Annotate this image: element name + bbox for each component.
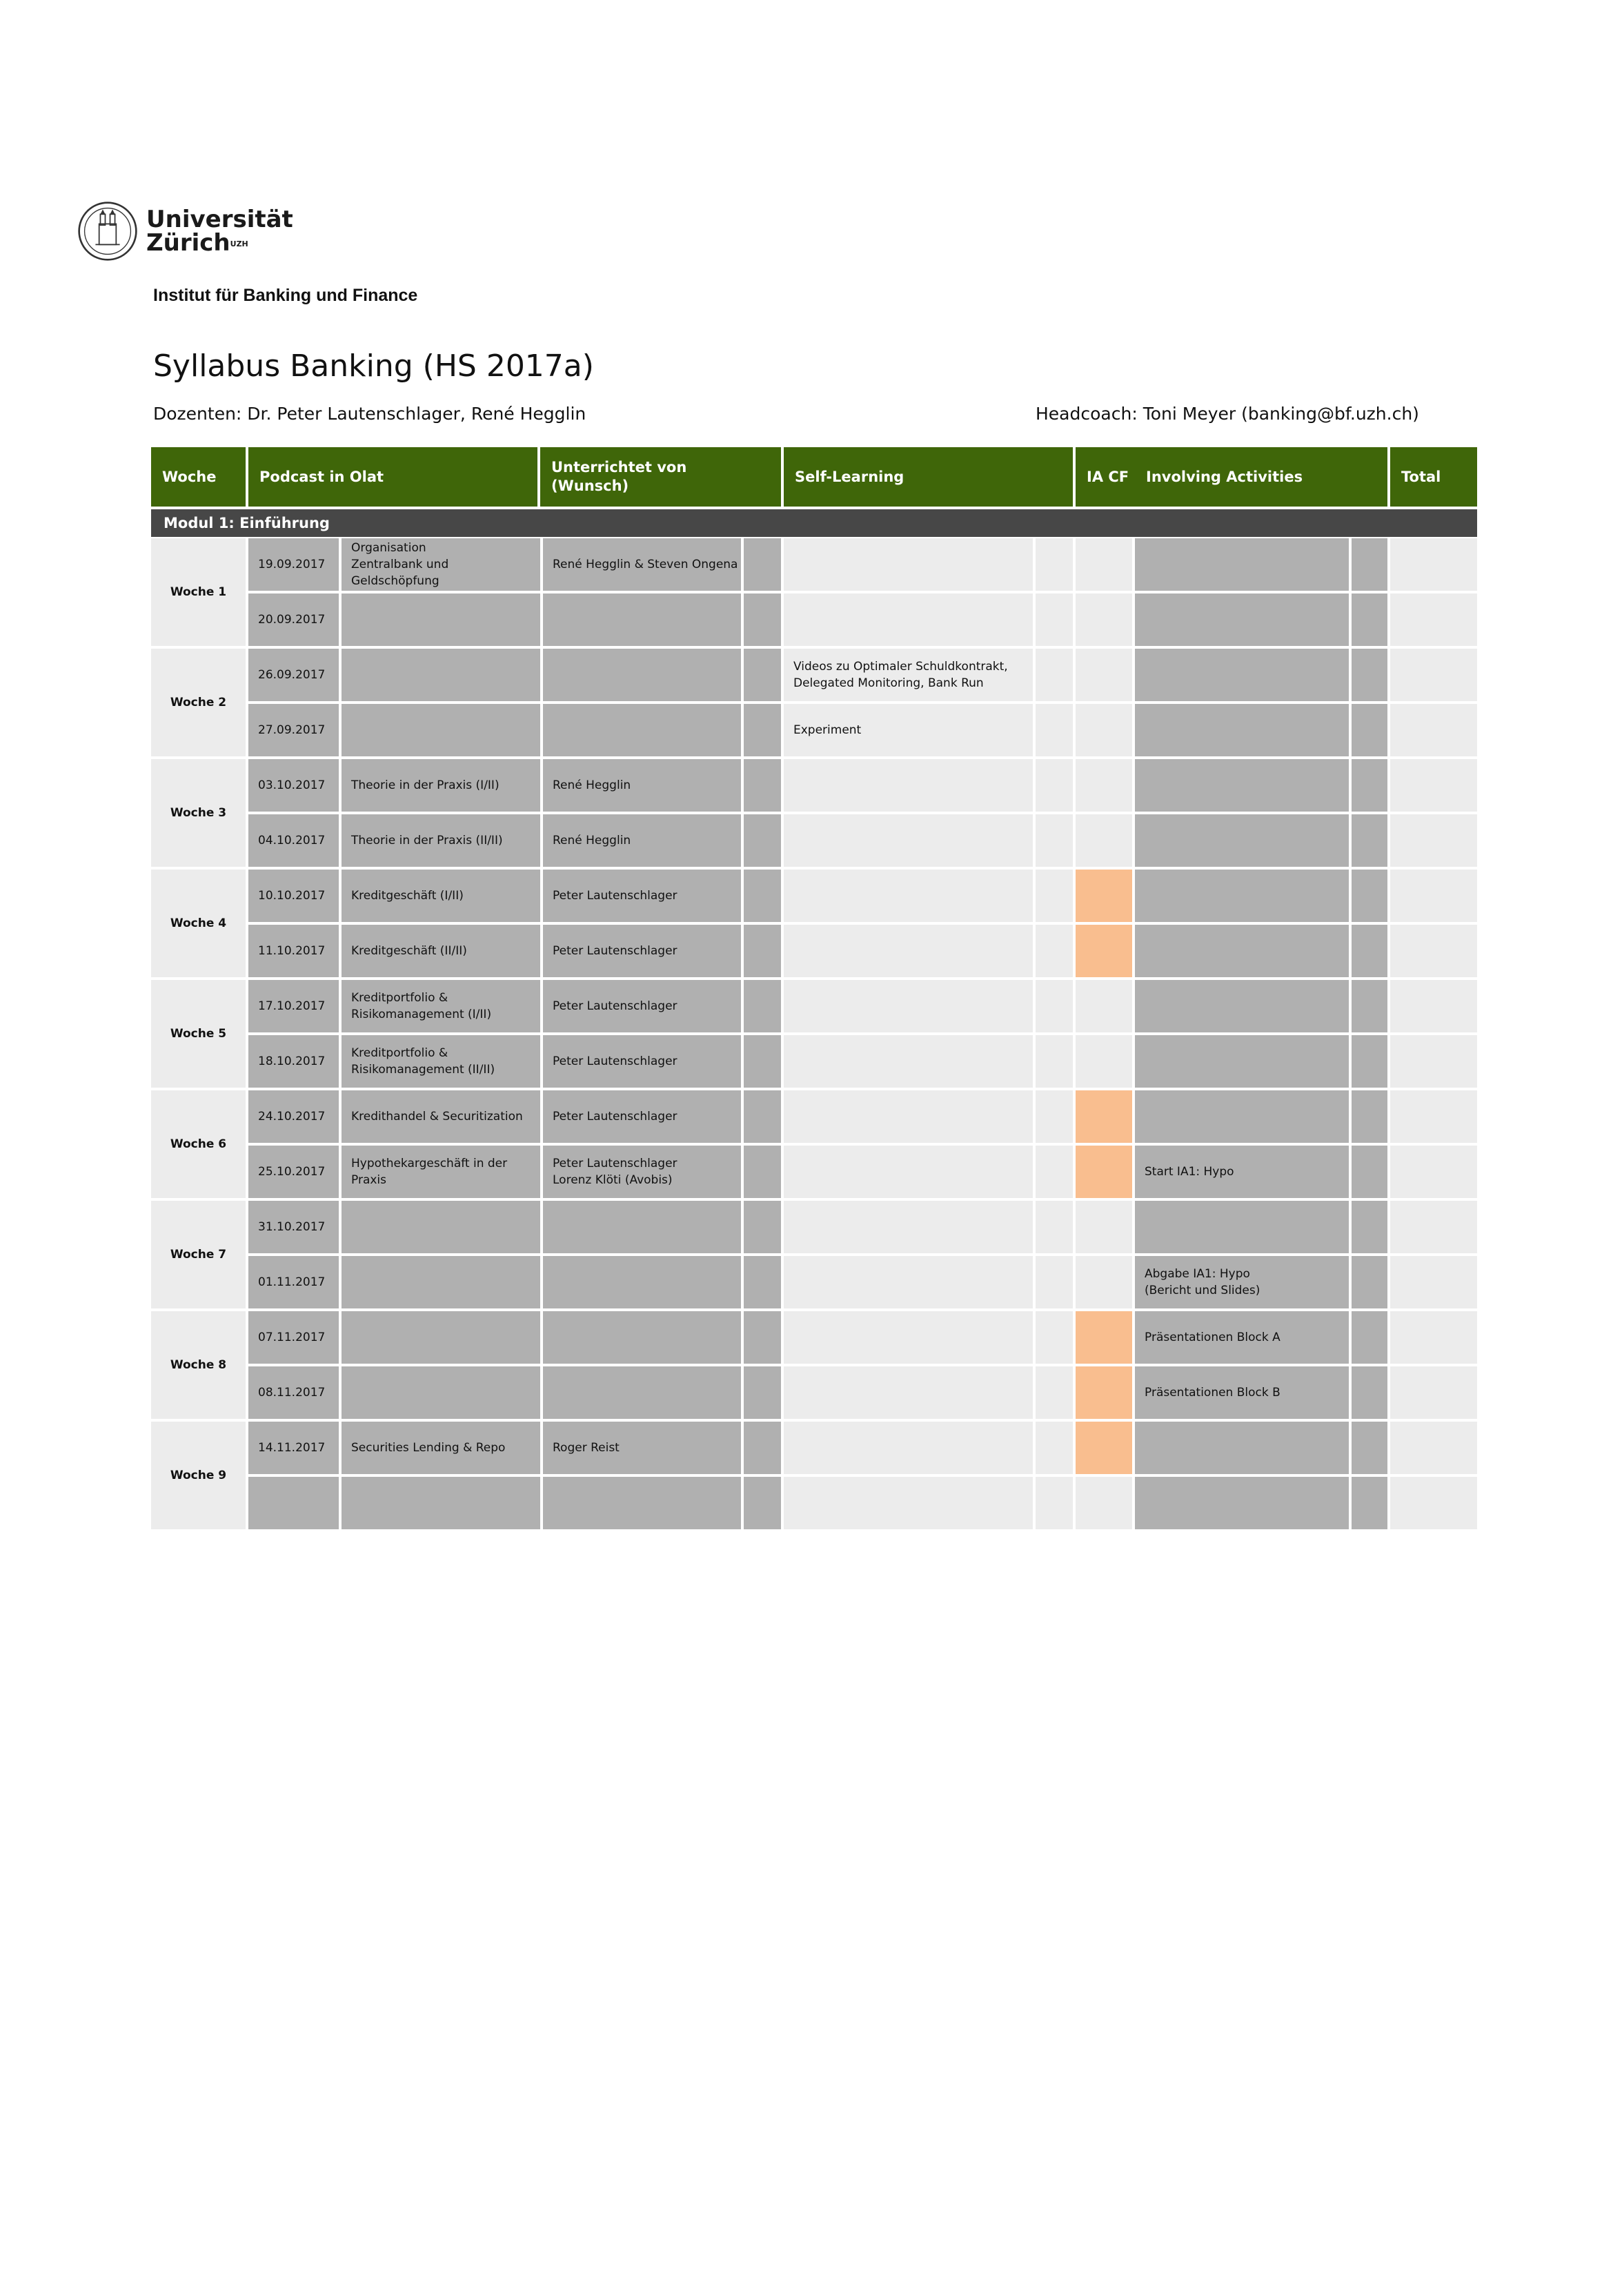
topic-cell: Theorie in der Praxis (II/II) bbox=[342, 814, 540, 867]
topic-cell: Kreditgeschäft (I/II) bbox=[342, 870, 540, 922]
activity-cell: Abgabe IA1: Hypo (Bericht und Slides) bbox=[1135, 1256, 1349, 1308]
topic-cell: Organisation Zentralbank und Geldschöpfung bbox=[342, 538, 540, 591]
spacer-cell bbox=[1036, 1201, 1073, 1253]
spacer-cell bbox=[1036, 1256, 1073, 1308]
week-label: Woche 2 bbox=[151, 649, 246, 756]
date-cell: 03.10.2017 bbox=[248, 759, 339, 812]
ia-cf-cell bbox=[1076, 538, 1132, 591]
spacer-cell bbox=[744, 593, 781, 646]
week-label: Woche 9 bbox=[151, 1422, 246, 1529]
ia-cf-cell bbox=[1076, 1422, 1132, 1474]
spacer-cell bbox=[744, 1477, 781, 1529]
ia-cf-cell bbox=[1076, 649, 1132, 701]
date-cell: 25.10.2017 bbox=[248, 1146, 339, 1198]
ia-cf-cell bbox=[1076, 759, 1132, 812]
spacer-cell bbox=[1036, 704, 1073, 756]
self-learning-cell bbox=[784, 1090, 1033, 1143]
spacer-cell bbox=[1352, 925, 1387, 977]
week-label: Woche 4 bbox=[151, 870, 246, 977]
logo-line1: Universität bbox=[146, 206, 293, 233]
col-self-learning: Self-Learning bbox=[784, 447, 1073, 507]
ia-cf-cell bbox=[1076, 1035, 1132, 1088]
page-title: Syllabus Banking (HS 2017a) bbox=[153, 349, 594, 384]
spacer-cell bbox=[1352, 870, 1387, 922]
ia-cf-cell bbox=[1076, 980, 1132, 1032]
spacer-cell bbox=[1036, 538, 1073, 591]
self-learning-cell bbox=[784, 1035, 1033, 1088]
col-involving: Involving Activities bbox=[1135, 447, 1387, 507]
total-cell bbox=[1390, 1477, 1477, 1529]
ia-cf-cell bbox=[1076, 1146, 1132, 1198]
self-learning-cell bbox=[784, 1366, 1033, 1419]
date-cell: 31.10.2017 bbox=[248, 1201, 339, 1253]
spacer-cell bbox=[744, 704, 781, 756]
topic-cell bbox=[342, 1477, 540, 1529]
module-bar: Modul 1: Einführung bbox=[151, 509, 1477, 537]
teacher-cell bbox=[543, 593, 741, 646]
spacer-cell bbox=[1036, 1035, 1073, 1088]
spacer-cell bbox=[1352, 593, 1387, 646]
week-label: Woche 3 bbox=[151, 759, 246, 867]
ia-cf-cell bbox=[1076, 814, 1132, 867]
activity-cell bbox=[1135, 538, 1349, 591]
logo-superscript: UZH bbox=[230, 239, 248, 248]
teacher-cell bbox=[543, 704, 741, 756]
week-label: Woche 1 bbox=[151, 538, 246, 646]
topic-cell bbox=[342, 1366, 540, 1419]
topic-cell bbox=[342, 1311, 540, 1364]
spacer-cell bbox=[744, 814, 781, 867]
institute-name: Institut für Banking und Finance bbox=[153, 286, 418, 305]
date-cell: 14.11.2017 bbox=[248, 1422, 339, 1474]
total-cell bbox=[1390, 980, 1477, 1032]
ia-cf-cell bbox=[1076, 1090, 1132, 1143]
self-learning-cell: Experiment bbox=[784, 704, 1033, 756]
spacer-cell bbox=[1036, 1311, 1073, 1364]
activity-cell bbox=[1135, 925, 1349, 977]
date-cell bbox=[248, 1477, 339, 1529]
total-cell bbox=[1390, 593, 1477, 646]
spacer-cell bbox=[1352, 538, 1387, 591]
topic-cell: Hypothekargeschäft in der Praxis bbox=[342, 1146, 540, 1198]
date-cell: 19.09.2017 bbox=[248, 538, 339, 591]
ia-cf-cell bbox=[1076, 870, 1132, 922]
teacher-cell: Peter Lautenschlager Lorenz Klöti (Avobis) bbox=[543, 1146, 741, 1198]
spacer-cell bbox=[1036, 870, 1073, 922]
teacher-cell: René Hegglin bbox=[543, 814, 741, 867]
topic-cell: Kreditgeschäft (II/II) bbox=[342, 925, 540, 977]
teacher-cell: Peter Lautenschlager bbox=[543, 1090, 741, 1143]
total-cell bbox=[1390, 925, 1477, 977]
total-cell bbox=[1390, 870, 1477, 922]
spacer-cell bbox=[1036, 814, 1073, 867]
topic-cell bbox=[342, 1201, 540, 1253]
total-cell bbox=[1390, 814, 1477, 867]
activity-cell: Präsentationen Block B bbox=[1135, 1366, 1349, 1419]
date-cell: 20.09.2017 bbox=[248, 593, 339, 646]
week-label: Woche 6 bbox=[151, 1090, 246, 1198]
self-learning-cell bbox=[784, 925, 1033, 977]
teacher-cell: Roger Reist bbox=[543, 1422, 741, 1474]
total-cell bbox=[1390, 1146, 1477, 1198]
self-learning-cell bbox=[784, 1422, 1033, 1474]
date-cell: 01.11.2017 bbox=[248, 1256, 339, 1308]
self-learning-cell bbox=[784, 980, 1033, 1032]
activity-cell: Präsentationen Block A bbox=[1135, 1311, 1349, 1364]
total-cell bbox=[1390, 649, 1477, 701]
spacer-cell bbox=[744, 1366, 781, 1419]
self-learning-cell bbox=[784, 593, 1033, 646]
spacer-cell bbox=[1352, 1201, 1387, 1253]
self-learning-cell bbox=[784, 870, 1033, 922]
activity-cell bbox=[1135, 1035, 1349, 1088]
spacer-cell bbox=[1352, 980, 1387, 1032]
date-cell: 17.10.2017 bbox=[248, 980, 339, 1032]
self-learning-cell bbox=[784, 1146, 1033, 1198]
spacer-cell bbox=[744, 1422, 781, 1474]
activity-cell bbox=[1135, 649, 1349, 701]
teacher-cell: Peter Lautenschlager bbox=[543, 925, 741, 977]
total-cell bbox=[1390, 1311, 1477, 1364]
self-learning-cell bbox=[784, 538, 1033, 591]
self-learning-cell: Videos zu Optimaler Schuldkontrakt, Delegated Monitoring, Bank Run bbox=[784, 649, 1033, 701]
ia-cf-cell bbox=[1076, 1366, 1132, 1419]
university-logo bbox=[77, 200, 293, 262]
teacher-cell: Peter Lautenschlager bbox=[543, 980, 741, 1032]
spacer-cell bbox=[1036, 1090, 1073, 1143]
activity-cell bbox=[1135, 980, 1349, 1032]
topic-cell: Securities Lending & Repo bbox=[342, 1422, 540, 1474]
spacer-cell bbox=[1352, 814, 1387, 867]
date-cell: 27.09.2017 bbox=[248, 704, 339, 756]
teacher-cell bbox=[543, 1366, 741, 1419]
total-cell bbox=[1390, 1256, 1477, 1308]
teacher-cell: Peter Lautenschlager bbox=[543, 870, 741, 922]
teacher-cell bbox=[543, 1311, 741, 1364]
self-learning-cell bbox=[784, 1256, 1033, 1308]
spacer-cell bbox=[744, 980, 781, 1032]
ia-cf-cell bbox=[1076, 1311, 1132, 1364]
spacer-cell bbox=[1036, 1366, 1073, 1419]
spacer-cell bbox=[1036, 1422, 1073, 1474]
date-cell: 08.11.2017 bbox=[248, 1366, 339, 1419]
col-total: Total bbox=[1390, 447, 1477, 507]
self-learning-cell bbox=[784, 1201, 1033, 1253]
spacer-cell bbox=[1036, 980, 1073, 1032]
total-cell bbox=[1390, 759, 1477, 812]
date-cell: 18.10.2017 bbox=[248, 1035, 339, 1088]
table-body bbox=[151, 537, 1477, 1482]
topic-cell: Kreditportfolio & Risikomanagement (II/II) bbox=[342, 1035, 540, 1088]
spacer-cell bbox=[744, 1201, 781, 1253]
activity-cell bbox=[1135, 593, 1349, 646]
self-learning-cell bbox=[784, 814, 1033, 867]
spacer-cell bbox=[1352, 1035, 1387, 1088]
date-cell: 26.09.2017 bbox=[248, 649, 339, 701]
week-label: Woche 8 bbox=[151, 1311, 246, 1419]
lecturers: Dozenten: Dr. Peter Lautenschlager, René Hegglin bbox=[153, 404, 586, 424]
spacer-cell bbox=[1352, 1090, 1387, 1143]
logo-line2: Zürich bbox=[146, 229, 230, 257]
topic-cell bbox=[342, 1256, 540, 1308]
headcoach: Headcoach: Toni Meyer (banking@bf.uzh.ch) bbox=[1036, 404, 1419, 424]
date-cell: 11.10.2017 bbox=[248, 925, 339, 977]
spacer-cell bbox=[744, 1311, 781, 1364]
activity-cell bbox=[1135, 814, 1349, 867]
spacer-cell bbox=[1036, 1146, 1073, 1198]
teacher-cell bbox=[543, 1477, 741, 1529]
teacher-cell bbox=[543, 649, 741, 701]
date-cell: 04.10.2017 bbox=[248, 814, 339, 867]
teacher-cell: René Hegglin & Steven Ongena bbox=[543, 538, 741, 591]
table-header bbox=[151, 447, 1477, 507]
ia-cf-cell bbox=[1076, 1256, 1132, 1308]
spacer-cell bbox=[744, 1146, 781, 1198]
spacer-cell bbox=[1036, 1477, 1073, 1529]
teacher-cell: Peter Lautenschlager bbox=[543, 1035, 741, 1088]
total-cell bbox=[1390, 1422, 1477, 1474]
week-label: Woche 7 bbox=[151, 1201, 246, 1308]
col-unterrichtet-line2: (Wunsch) bbox=[551, 478, 629, 494]
ia-cf-cell bbox=[1076, 1201, 1132, 1253]
topic-cell bbox=[342, 649, 540, 701]
spacer-cell bbox=[744, 1256, 781, 1308]
col-unterrichtet bbox=[540, 447, 781, 507]
spacer-cell bbox=[744, 1090, 781, 1143]
total-cell bbox=[1390, 1090, 1477, 1143]
teacher-cell bbox=[543, 1201, 741, 1253]
spacer-cell bbox=[1036, 759, 1073, 812]
col-unterrichtet-line1: Unterrichtet von bbox=[551, 459, 687, 475]
activity-cell bbox=[1135, 704, 1349, 756]
spacer-cell bbox=[744, 538, 781, 591]
total-cell bbox=[1390, 1035, 1477, 1088]
ia-cf-cell bbox=[1076, 704, 1132, 756]
date-cell: 07.11.2017 bbox=[248, 1311, 339, 1364]
week-label: Woche 5 bbox=[151, 980, 246, 1088]
date-cell: 24.10.2017 bbox=[248, 1090, 339, 1143]
self-learning-cell bbox=[784, 1477, 1033, 1529]
total-cell bbox=[1390, 1201, 1477, 1253]
date-cell: 10.10.2017 bbox=[248, 870, 339, 922]
teacher-cell: René Hegglin bbox=[543, 759, 741, 812]
spacer-cell bbox=[1036, 649, 1073, 701]
col-podcast: Podcast in Olat bbox=[248, 447, 537, 507]
activity-cell bbox=[1135, 1422, 1349, 1474]
spacer-cell bbox=[1352, 759, 1387, 812]
activity-cell bbox=[1135, 1201, 1349, 1253]
spacer-cell bbox=[744, 1035, 781, 1088]
col-ia-cf: IA CF bbox=[1076, 447, 1135, 507]
total-cell bbox=[1390, 538, 1477, 591]
topic-cell: Theorie in der Praxis (I/II) bbox=[342, 759, 540, 812]
spacer-cell bbox=[1036, 593, 1073, 646]
activity-cell bbox=[1135, 1090, 1349, 1143]
spacer-cell bbox=[744, 759, 781, 812]
activity-cell: Start IA1: Hypo bbox=[1135, 1146, 1349, 1198]
spacer-cell bbox=[744, 870, 781, 922]
spacer-cell bbox=[744, 649, 781, 701]
topic-cell bbox=[342, 593, 540, 646]
spacer-cell bbox=[1352, 704, 1387, 756]
spacer-cell bbox=[1352, 1366, 1387, 1419]
total-cell bbox=[1390, 704, 1477, 756]
activity-cell bbox=[1135, 759, 1349, 812]
spacer-cell bbox=[1352, 1256, 1387, 1308]
activity-cell bbox=[1135, 870, 1349, 922]
total-cell bbox=[1390, 1366, 1477, 1419]
syllabus-table bbox=[151, 447, 1477, 1482]
spacer-cell bbox=[1352, 1477, 1387, 1529]
spacer-cell bbox=[1352, 1311, 1387, 1364]
topic-cell bbox=[342, 704, 540, 756]
ia-cf-cell bbox=[1076, 925, 1132, 977]
spacer-cell bbox=[1036, 925, 1073, 977]
activity-cell bbox=[1135, 1477, 1349, 1529]
topic-cell: Kreditportfolio & Risikomanagement (I/II) bbox=[342, 980, 540, 1032]
ia-cf-cell bbox=[1076, 593, 1132, 646]
self-learning-cell bbox=[784, 1311, 1033, 1364]
topic-cell: Kredithandel & Securitization bbox=[342, 1090, 540, 1143]
spacer-cell bbox=[1352, 1422, 1387, 1474]
spacer-cell bbox=[744, 925, 781, 977]
self-learning-cell bbox=[784, 759, 1033, 812]
teacher-cell bbox=[543, 1256, 741, 1308]
university-seal-icon bbox=[77, 201, 138, 262]
spacer-cell bbox=[1352, 649, 1387, 701]
spacer-cell bbox=[1352, 1146, 1387, 1198]
ia-cf-cell bbox=[1076, 1477, 1132, 1529]
col-woche: Woche bbox=[151, 447, 246, 507]
